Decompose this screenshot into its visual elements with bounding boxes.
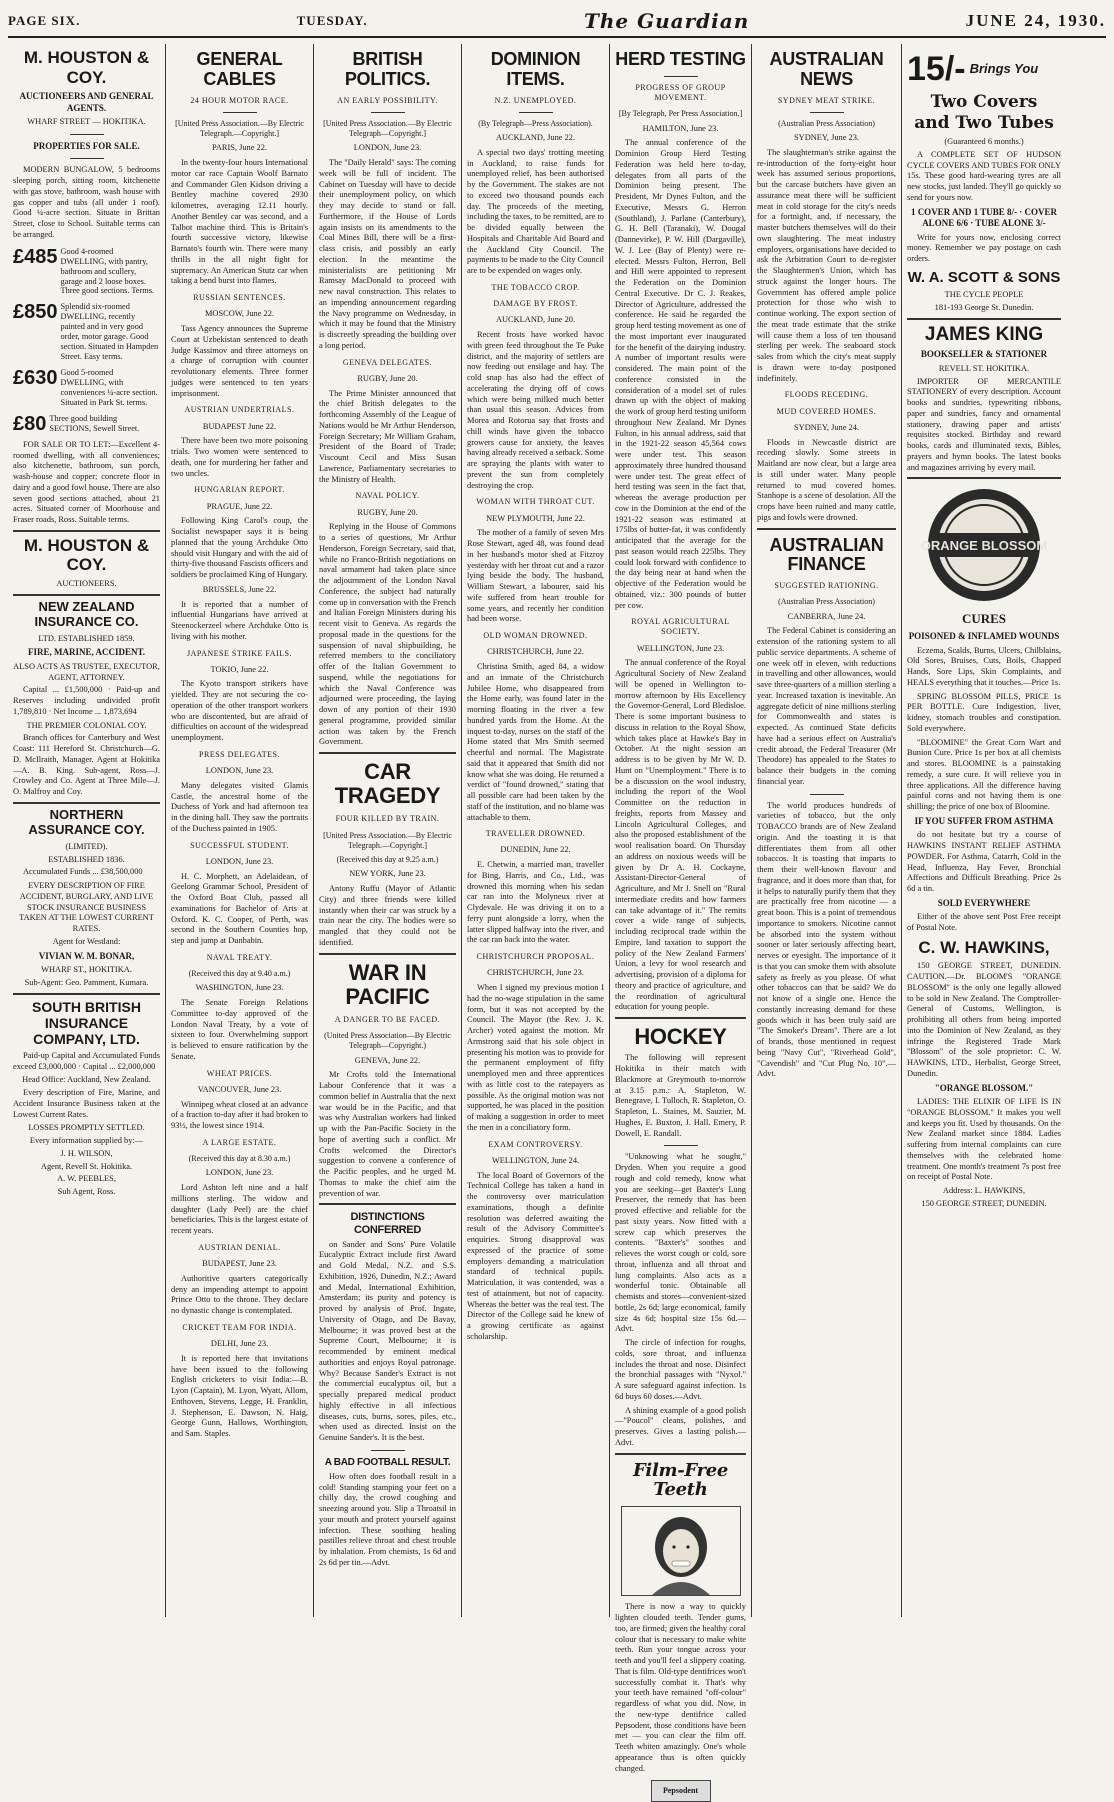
subheading: MUD COVERED HOMES.: [776, 406, 877, 416]
ad-line: LTD. ESTABLISHED 1859.: [38, 633, 135, 643]
columns: [8, 44, 1106, 1796]
dateline: VANCOUVER, June 23.: [197, 1084, 282, 1094]
ad-line: WHARF ST., HOKITIKA.: [41, 965, 132, 975]
subheading: A LARGE ESTATE.: [202, 1137, 277, 1147]
dateline: HAMILTON, June 23.: [642, 123, 719, 133]
dateline: SYDNEY, June 23.: [794, 133, 859, 143]
ad-text: FOR SALE OR TO LET:—Excellent 4-roomed dwelling, with all conveniences; also kitchenette, bathroom, sun porch, wash-house and copper; concrete floor in dairy and a good fowl house. There are also seven good sections attached, about 21 acres. Situated corner of Moorhouse and Fraser roads, Ross. Suitable terms.: [13, 439, 160, 525]
article-heading: HERD TESTING: [615, 49, 746, 69]
divider: [664, 1145, 698, 1146]
article-text: Authoritive quarters categorically deny an impending attempt to appoint Prince Otto to the throne. They declare no dynastic change is contemplated.: [171, 1273, 308, 1316]
credit-line: (Received this day at 9.25 a.m.): [336, 855, 439, 865]
credit-line: [United Press Association.—By Electric Telegraph.—Copyright.]: [323, 830, 452, 850]
ad-line: "ORANGE BLOSSOM.": [934, 1082, 1034, 1093]
ad-line: Every information supplied by:—: [29, 1136, 144, 1146]
ad-line: J. H. WILSON,: [60, 1148, 113, 1158]
advertisement-text: A shining example of a good polish—"Poucol" cleans, polishes, and preserves. Gives a lasting polish.—Advt.: [615, 1405, 746, 1447]
column-3-british-politics: [314, 44, 462, 1617]
ad-king-title: JAMES KING: [924, 323, 1044, 345]
credit-line: (Received this day at 8.30 a.m.): [188, 1154, 291, 1164]
subheading: SUCCESSFUL STUDENT.: [190, 840, 289, 850]
promo-tagline: Brings You: [969, 61, 1039, 77]
ad-line: 181-193 George St. Dunedin.: [934, 302, 1034, 312]
subheading: TRAVELLER DROWNED.: [485, 829, 586, 839]
ad-text: Branch offices for Canterbury and West Coast: 111 Hereford St. Christchurch—G. D. McIlraith, Manager. Agent at Hokitika—A. B. King. Sub-agent, Ross—J. Crowley and Co. Agent at Three Mile—J. O. Malfroy and Coy.: [13, 733, 160, 797]
subheading: N.Z. UNEMPLOYED.: [494, 95, 577, 105]
subheading: PROGRESS OF GROUP MOVEMENT.: [635, 82, 726, 103]
ad-south-british-title: SOUTH BRITISH INSURANCE COMPANY, LTD.: [32, 998, 141, 1047]
subheading: CHRISTCHURCH PROPOSAL.: [476, 952, 595, 962]
advertisement-text: How often does football result in a cold! Standing stamping your feet on a chilly day, the crowd coughing and sneezing around you. Slip a Throatsil in your mouth and protect yourself against infection. These soothing healing pastilles relieve throat and chest trouble by inhalation. From chemists, 1s 6d and 2s 6d per tin.—Advt.: [319, 1471, 456, 1567]
article-text: Christina Smith, aged 84, a widow and an inmate of the Christchurch Jubilee Home, who disappeared from the Home early, was found later in the morning floating in the river a few hundred yards from the Home. At the inquest to-day, nurses on the staff of the Home stated that Mrs Smith seemed cheerful and normal. The Magistrate said that it appeared that Smith did not know what she was doing. He returned a verdict of "found drowned," stating that all possible care had been taken by the staff of the institution, and no blame was attachable to them.: [467, 662, 604, 822]
ad-line: Agent, Revell St. Hokitika.: [40, 1161, 133, 1171]
cycle-promo-header: [907, 48, 1061, 92]
divider: [371, 1450, 405, 1451]
ad-line: THE CYCLE PEOPLE: [944, 290, 1024, 300]
article-text: E. Chetwin, a married man, traveller for Bing, Harris, and Co., Ltd., was drowned this morning when his sedan car ran into the Molyneux river at Clydevale. He was driving it on to a ferry punt alongside a lorry, when the latter slipped halfway into the river, and the car ran back into the water.: [467, 860, 604, 945]
ad-scott-title: W. A. SCOTT & SONS: [907, 268, 1061, 286]
price-listing: £80 Three good building SECTIONS, Sewell Street.: [13, 412, 140, 435]
subheading: DAMAGE BY FROST.: [493, 299, 578, 309]
divider: [907, 318, 1061, 320]
promo-price: 15/-: [907, 50, 966, 88]
subheading: AN EARLY POSSIBILITY.: [337, 95, 438, 105]
price-listing: £850 Splendid six-roomed DWELLING, recently painted and in very good order, motor garage. Good section. Situated in Hampden Street. Easy terms.: [13, 301, 159, 362]
article-text: The Kyoto transport strikers have yielded. They are not securing the co-operation of the other transport workers who are discontented, but are afraid of difficulties on account of the widespread unemployment.: [171, 679, 308, 743]
article-text: A special two days' trotting meeting in Auckland, to raise funds for unemployed relief, has been authorised by the Government. The stakes are not to exceed two thousand pounds each day. The proceeds of the meeting, including the taxes, to be remitted, are to be divided equally between the Hospitals and Charitable Aid Board and the Auckland City Council. The payments to be made to the City Council are to be expended on wages only.: [467, 147, 605, 276]
ad-text: 150 GEORGE STREET, DUNEDIN. CAUTION.—Dr. BLOOM'S "ORANGE BLOSSOM" is the only one legally allowed to be sold in New Zealand. The Comptroller-General of Customs, Wellington, is prohibiting all others from being imported into the Dominion of New Zealand, as they infringe the Registered Trade Mark "Blossom" of the sole proprietor: C. W. HAWKINS, LTD., Herbalist, George Street, Dunedin.: [907, 961, 1061, 1078]
seal-icon: [914, 485, 1054, 605]
dateline: RUGBY, June 20.: [357, 373, 418, 383]
dateline: WELLINGTON, June 23.: [636, 643, 725, 653]
dateline: SYDNEY, June 24.: [794, 422, 859, 432]
article-text: Tass Agency announces the Supreme Court at Uzbekistan sentenced to death Judge Kassimov and three attorneys on a charge of corruption with counter revolutionary elements. Three former judges were sentenced to ten years imprisonment.: [171, 324, 308, 398]
ad-line: Address: L. HAWKINS,: [942, 1186, 1026, 1196]
article-text: Many delegates visited Glamis Castle, the ancestral home of the Duchess of York and had afternoon tea in the dining hall. They saw the portraits of the Duchess painted in 1905.: [171, 780, 308, 833]
article-text: H. C. Morphett, an Adelaidean, of Geelong Grammar School, President of the Oxford Boat Club, passed all examinations for Bachelor of Arts at Oxford. K. C. Cooper, of Perth, was second in the Southern Counties hop, step and jump at Dunbabin.: [171, 871, 308, 946]
dateline: NEW YORK, June 23.: [349, 869, 426, 879]
dateline: PRAGUE, June 22.: [206, 501, 273, 511]
ad-text: A COMPLETE SET OF HUDSON CYCLE COVERS AND TUBES FOR ONLY 15s. These good hard-wearing tyres are all new stocks, just landed. They'll go quickly so send for yours now.: [907, 149, 1061, 202]
dateline: WASHINGTON, June 23.: [195, 983, 284, 993]
ad-line: Agent for Westland:: [52, 936, 121, 946]
divider: [810, 794, 844, 795]
ad-line: IF YOU SUFFER FROM ASTHMA: [914, 815, 1054, 826]
subheading: HUNGARIAN REPORT.: [194, 485, 285, 495]
column-1-advertisements: [8, 44, 166, 1617]
article-text: Mr Crofts told the International Labour Conference that it was a common belief in Australia that the next war would be in the Pacific, and that was why Australian workers had linked up with the Pan-Pacific Society in the hope of averting such a conflict. Mr Crofts welcomed the Director's suggestion to convene a conference of the Pacific peoples, and he urged M. Thomas to make the chief aim the prevention of war.: [319, 1070, 456, 1198]
dateline: BRUSSELS, June 22.: [202, 584, 277, 594]
article-heading: AUSTRALIAN FINANCE: [769, 534, 884, 575]
subheading: A DANGER TO BE FACED.: [334, 1014, 441, 1024]
dateline: CHRISTCHURCH, June 23.: [487, 968, 584, 978]
subheading: ROYAL AGRICULTURAL SOCIETY.: [631, 617, 730, 637]
article-text: There have been two more poisoning trials. Two women were sentenced to death, one for murdering her father and two uncles.: [171, 436, 308, 478]
day-label: TUESDAY.: [296, 13, 368, 28]
subheading: OLD WOMAN DROWNED.: [483, 631, 588, 641]
ad-heading: Film-Free Teeth: [632, 1459, 729, 1501]
subheading: SUGGESTED RATIONING.: [774, 581, 879, 591]
advertisement-text: The circle of infection for roughs, colds, sore throat, and influenza includes the throat and nose. Disinfect the bronchial passages with "Nyxol." A sure safeguard against infection. 1s 6d buys 60 doses.—Advt.: [615, 1338, 746, 1401]
subheading: FLOODS RECEDING.: [784, 390, 869, 400]
orange-blossom-seal: [914, 485, 1054, 605]
article-heading: DISTINCTIONS CONFERRED: [350, 1211, 425, 1236]
subheading: CRICKET TEAM FOR INDIA.: [182, 1322, 297, 1332]
ad-line: POISONED & INFLAMED WOUNDS: [908, 631, 1060, 642]
advertisement-text: "Unknowing what he sought," Dryden. When you require a good rough and cold remedy, know what you are seeking—get Baxter's Lung Preserver, the remedy that has been proved effective and reliable for the past sixty years. Now fitted with a screw cap which preserves the contents. "Baxter's" soothes and relieves the worst cough or cold, sore throat, influenza and all throat and lung complaints. Also acts as a wonderful tonic. Obtainable all chemists and stores—convenient-sized bottle, 2s 6d; large economical, family size 4s 6d; hospital size 15s 6d.—Advt.: [615, 1152, 746, 1334]
ad-text: LADIES: THE ELIXIR OF LIFE IS IN "ORANGE BLOSSOM." It makes you well and keeps you fit. Used by thousands. On the New Zealand market since 1884. Ladies suffering from internal complaints can cure themselves with the celebrated home treatment. One month's treatment 7s post free on receipt of Postal Note.: [907, 1097, 1061, 1182]
article-text: The following will represent Hokitika in their match with Blackmore at Greymouth to-morrow at 3.15 p.m.: A. Stapleton, W. Benegrave, I. Tulloch, R. Stapleton, O. Stapleton, L. Staines, M. Sauzier, M. Hughes, E. Buxton, J. Hall. Emery, P. Dowell, E. Randall.: [615, 1053, 746, 1138]
subheading: EXAM CONTROVERSY.: [488, 1139, 583, 1149]
article-text: It is reported here that invitations have been issued to the following English cricketers to visit India:—B. Lyon (Captain), M. Lyon, Wyatt, Allom, Enthoven, Stevens, Legge, H. Franklin, J. Stephenson, E. Dawson, N. Haig, George Gunn, Hallows, Worthington, and Sam. Staples.: [171, 1353, 308, 1439]
ad-line: A. W. PEEBLES,: [57, 1174, 116, 1184]
ad-line: ALSO ACTS AS TRUSTEE, EXECUTOR, AGENT, ATTORNEY.: [13, 661, 160, 682]
ad-text: Either of the above sent Post Free receipt of Postal Note.: [907, 912, 1061, 933]
divider: [13, 802, 160, 804]
pepsodent-tube-image: [651, 1780, 711, 1802]
divider: [757, 528, 896, 530]
subheading: 24 HOUR MOTOR RACE.: [190, 95, 289, 105]
article-text: The "Daily Herald" says: The coming week will be full of incident. The Cabinet on Tuesday will have to decide their unemployment policy, on which they may decide to stand or fall. Furthermore, if the House of Lords again insists on its amendments to the Coal Mines Bill, there will be a first-class crisis, and possibly an early election. In the meantime the ministerialists are petitioning Mr Ramsay MacDonald to proceed with new naval construction. This relates to an impending announcement regarding the Navy programme on Wednesday, in which it may be found that the Ministry is discreetly spreading the building over a long period.: [319, 158, 456, 350]
article-heading: A BAD FOOTBALL RESULT.: [324, 1456, 451, 1468]
divider: [13, 530, 160, 532]
divider: [223, 112, 257, 113]
ad-houston-title: M. HOUSTON & COY.: [23, 48, 150, 87]
article-text: The annual conference of the Royal Agricultural Society of New Zealand will be opened in Wellington to-morrow afternoon by His Excellency the Governor-General, Lord Bledisloe. There is some important business to discuss in relation to the Royal Show, which takes place at Hawke's Bay in October. At the night session an address is to be given by Mr W. D. Hunt on "Unemployment." There is to be a discussion on the wool industry, including the report of the Wool Committee on the reduction in freights, reports from Massey and Lincoln Agricultural Colleges, and also the proposed establishment of the wool realisation board. On Thursday an address on noxious weeds will be given by Dr A. H. Cockayne, Assistant-Director-General of Agriculture, and Mr J. Snell on "Rural intermediate credits and how farmers can take advantage of it." The remits cover a wide range of subjects, including reciprocal trade within the Empire, land taxation to support the policy of the New Zealand Farmers' Union, a levy for wool research and advertising, provision of a diploma for theory and practice of agriculture, and the reordination of agricultural education for young people.: [615, 658, 746, 1012]
promo-line: and Two Tubes: [914, 113, 1054, 134]
ad-text: EVERY DESCRIPTION OF FIRE ACCIDENT, BURGLARY, AND LIVE STOCK INSURANCE BUSINESS TAKEN AT THE LOWEST CURRENT RATES.: [19, 881, 154, 934]
masthead: [8, 6, 1106, 38]
dateline: AUCKLAND, June 22.: [495, 133, 576, 143]
ad-line: AUCTIONEERS.: [56, 579, 117, 589]
ad-line: BOOKSELLER & STATIONER: [920, 349, 1048, 360]
ad-line: AUCTIONEERS AND GENERAL AGENTS.: [19, 91, 154, 113]
subheading: SYDNEY MEAT STRIKE.: [777, 95, 876, 105]
credit-line: [United Press Association.—By Electric Telegraph—Copyright.]: [323, 118, 452, 139]
ad-line: 150 GEORGE STREET, DUNEDIN.: [921, 1198, 1047, 1208]
divider: [615, 1453, 746, 1455]
ad-line: CURES: [961, 611, 1007, 627]
dateline: BUDAPEST, June 23.: [202, 1259, 277, 1269]
credit-line: [United Press Association.—By Electric Telegraph.—Copyright.]: [175, 118, 304, 139]
column-4-dominion-items: [462, 44, 610, 1617]
subheading: THE TOBACCO CROP.: [491, 282, 580, 292]
page-number: PAGE SIX.: [8, 13, 81, 28]
ad-text: IMPORTER OF MERCANTILE STATIONERY of every description. Account books and sundries, typewriting ribbons, paper and sundries, fancy and ornamental stationery, drawing paper and artists' requisites stocked. Birthday and reward books, cards and illuminated texts, Bibles, prayers and hymn books. The latest books and magazines arriving by every mail.: [907, 376, 1061, 472]
ad-line: Head Office: Auckland, New Zealand.: [22, 1075, 151, 1085]
divider: [664, 76, 698, 77]
advertisement-text: on Sander and Sons' Pure Volatile Eucalyptic Extract include first Award and Gold Medal, N.Z. and S.S. Exhibition, 1926, Dunedin, N.Z.; Award and Medal, International Exhibition, Amsterdam; its purity and potency is proved by analysis of Prof. Ingate, University of Otago, and De Bavay, Melbourne; it was proved best at the Supreme Court, Melbourne; it is recommended by eminent medical authorities and enjoys Royal patronage. Why? Because Sander's Extract is not the commercial eucalyptus oil, but a specially prepared medical product highly effective in all infectious diseases, cuts, burns, sores, piles, etc., when used as directed. Insist on the Genuine Sander's. It is the best.: [319, 1239, 456, 1443]
article-heading: DOMINION ITEMS.: [490, 49, 581, 89]
ad-text: Every description of Fire, Marine, and Accident Insurance Business taken at the Lowest Current Rates.: [13, 1088, 160, 1119]
credit-line: (United Press Association—By Electric Telegraph—Copyright.): [324, 1031, 451, 1051]
article-text: Floods in Newcastle district are receding slowly. Some streets in Maitland are now clear, but a large area is still under water. Many people returned to mud covered homes. Stanhope is a scene of desolation. All the crops have been ruined and many cattle, pigs and fowls were drowned.: [757, 437, 896, 522]
dateline: BUDAPEST June 22.: [202, 421, 277, 431]
article-heading: GENERAL CABLES: [196, 49, 283, 89]
subheading: NAVAL POLICY.: [355, 491, 420, 501]
divider: [13, 993, 160, 995]
article-heading: CAR TRAGEDY: [334, 759, 441, 809]
ad-nz-insurance-title: NEW ZEALAND INSURANCE CO.: [34, 598, 139, 629]
issue-date: JUNE 24, 1930.: [965, 11, 1106, 30]
ad-line: PROPERTIES FOR SALE.: [33, 140, 140, 151]
newspaper-title: The Guardian: [583, 9, 750, 33]
dateline: RUGBY, June 20.: [357, 507, 418, 517]
article-text: It is reported that a number of influential Hungarians have arrived at Steenockerzeel where Archduke Otto is living with his mother.: [171, 599, 308, 641]
dateline: WELLINGTON, June 24.: [491, 1155, 580, 1165]
divider: [907, 477, 1061, 479]
dateline: CHRISTCHURCH, June 22.: [487, 647, 584, 657]
subheading: RUSSIAN SENTENCES.: [193, 293, 286, 303]
ad-line: ESTABLISHED 1836.: [48, 854, 125, 864]
promo-guarantee: (Guaranteed 6 months.): [944, 137, 1024, 147]
ad-text: Capital ... £1,500,000 · Paid-up and Reserves including undivided profit 1,789,810 · Net Income ... 1,873,694: [13, 685, 160, 716]
subheading: JAPANESE STRIKE FAILS.: [186, 648, 292, 658]
ad-text: MODERN BUNGALOW, 5 bedrooms sleeping porch, sitting room, kitchenette with gas stove, bathroom, wash house with gas copper and tubs (all under 1 roof). Good ¼-acre section. Situate in Brittan Street, close to School. Suitable terms can be arranged.: [13, 165, 160, 239]
ad-line: LOSSES PROMPTLY SETTLED.: [28, 1123, 145, 1133]
dateline: LONDON, June 23.: [205, 766, 274, 776]
credit-line: [By Telegraph, Per Press Association.]: [618, 109, 743, 119]
advertisement-text: The world produces hundreds of varieties of tobacco, but the only TOBACCO brands are of New Zealand origin. And the toasting it is that differentiates them from all other tobaccos. It is toasting that imparts to them their well-known flavour and fragrance, and it does more than that, for it helps to naturally purify them that they are practically free from nicotine — a great boon. This is a point of tremendous importance to smokers. Nicotine cannot be absorbed into the system without sooner or later seriously affecting heart, nerves or eyesight. The importance of it is that you can smoke them with absolute safety as freely as you please. Of what other tobaccos can that be said? We do not know of a single one. Hence the constantly increasing demand for these goods which it has been truly said are "The Smoker's Dream". There are a lot of brands, those mentioned in request being "Navy Cut", "Riverhead Gold", "Cavendish" and "Cut Plug No. 10".—Advt.: [757, 800, 896, 1079]
ad-hawkins-title: C. W. HAWKINS,: [918, 937, 1050, 957]
dateline: LONDON, June 23.: [205, 1168, 274, 1178]
article-text: Following King Carol's coup, the Socialist newspaper says it is being planned that the young Archduke Otto should visit Hungary and with the aid of thirty-five thousand Fascists officers and soldiers be proclaimed King of Hungary.: [171, 516, 308, 579]
article-text: When I signed my previous motion I had the no-wage stipulation in the same form, but it was not accepted by the Council. The Mayor (the Rev. J. K. Archer) voted against the motion. Mr Armstrong said that his sole object in presenting his motion was to provide for the permanent employment of fifty unemployed men and three apprentices with as little cost to the ratepayers as possible. As the original motion was not supported, he was placed in the position of making a suggestion in order to meet the men in a conciliatory form.: [467, 983, 604, 1132]
price-listing: £630 Good 5-roomed DWELLING, with conveniences ¼-acre section. Situated in Park St. terms.: [13, 367, 158, 407]
divider: [810, 112, 844, 113]
column-6-australian-news: [752, 44, 902, 1617]
dateline: AUCKLAND, June 20.: [495, 315, 576, 325]
ad-text: do not hesitate but try a course of HAWKINS INSTANT RELIEF ASTHMA POWDER. For Asthma, Catarrh, Cold in the Head, Influenza, Hay Fever, Bronchial Affections and Difficult Breathing. Price 2s 6d a tin.: [907, 830, 1061, 894]
divider: [70, 134, 104, 135]
dateline: DUNEDIN, June 22.: [500, 845, 571, 855]
brand-label: Pepsodent: [662, 1786, 699, 1796]
ad-northern-title: NORTHERN ASSURANCE COY.: [28, 806, 145, 837]
divider: [519, 112, 553, 113]
article-text: The annual conference of the Dominion Group Herd Testing Federation was held here to-day, delegates from all parts of the Dominion being present. The President, Mr Dynes Fulton, and the Executive, Messrs G. Herron (Southland), J. Parlane (Canterbury), G. H. Bell (Taranaki), W. Dougal (Dannevirke), P. W. Hill (Dargaville), W. J. Lee (Bay of Plenty) were re-elected. Messrs Fulton, Herron, Bell and Hill were appointed to represent the Federation on the Dominion Central Executive. Dr C. J. Reakes, Director of Agriculture, addressed the conference. He said he regarded the group herd testing movement as one of the most important ever inaugurated for the benefit of the dairying industry. A number of important results were considered. The main point of the conference consisted in the consideration of a model set of rules drawn up with the object of making the work of group herd testing uniform throughout New Zealand. Mr Dynes Fulton, in his annual address, said that in the 1921-22 season 45,564 cows were under test. This season approximately three hundred thousand were under test. The great effect of herd testing was seen in the fact that, whereas the average production per cow in the Dominion at the end of the 1921-22 season was estimated at 175lbs of butter-fat, it was confidently anticipated that the average for the past season would reach 225lbs. They could look forward with confidence to the day being near at hand when the objective of the Federation would be obtained, viz.: 300 pounds of butter per cow.: [615, 138, 746, 610]
portrait-icon: [622, 1507, 740, 1595]
article-text: Replying in the House of Commons to a series of questions, Mr Arthur Henderson, Foreign Secretary, said that, while no Franco-British negotiations on naval armament had taken place since the adjournment of the London Naval Conference, the subject had naturally come up in conversation with the French and Italian Foreign Ministers during his recent visit to Geneva. As regards the proposal made in the questions for the suspension of naval shipbuilding, he referred members to the conciliatory offer of the Italian Government to suspend, while the negotiations for which the Naval Conference was adjourned were proceeding, the laying down of any portion of their 1930 general programme, provided similar action was taken by the French Government.: [319, 522, 456, 747]
article-text: The slaughterman's strike against the re-introduction of the forty-eight hour week has assumed serious proportions, but the carcase butchers have given an assurance meat there will be sufficient meat in cold storage for the city's needs for a fortnight, and, if necessary, the master butchers themselves will do their own slaughtering. The meat industry employers, organisations have decided to ask the Arbitration Court to de-register the Slaughtermen's Union, which has struck against the longer hours. The Government has offered ample police protection for those who wish to continue working. The export section of the meat trade estimate that the strike will cause them a loss of ten thousand sterling per week. The seaboard stock sales from which the city's meat supply is drawn were to-day postponed indefinitely.: [757, 147, 896, 383]
subheading: GENEVA DELEGATES.: [342, 357, 433, 367]
divider: [319, 752, 456, 754]
dateline: LONDON, June 23.: [353, 143, 422, 153]
article-text: The Federal Cabinet is considering an extension of the rationing system to all public service departments. A scheme of one week off in eleven, with reductions in travelling and other allowances, would save three-quarters of a million sterling a year. Increased taxation is inevitable. An aggregate deficit of nine millions sterling for Commonwealth and states is expected. As continued State deficits have had a serious effect on Australia's credit abroad, the Federal Treasurer (Mr Theodore) has appealed to the States to balance their budgets in the coming financial year.: [757, 626, 896, 786]
divider: [371, 112, 405, 113]
ad-line: THE PREMIER COLONIAL COY.: [26, 720, 147, 730]
credit-line: (By Telegraph—Press Association).: [478, 118, 593, 128]
dateline: CANBERRA, June 24.: [787, 611, 866, 621]
article-text: The mother of a family of seven Mrs Rose Stewart, aged 48, was found dead in her husband's motor shed at Fitzroy yesterday with her throat cut and a razor lying beside the body. The husband, William Stewart, a labourer, said his wife suffered from heart trouble for some years, and recently her condition had been worse.: [467, 528, 604, 624]
article-heading: AUSTRALIAN NEWS: [769, 49, 884, 89]
ad-line: SOLD EVERYWHERE: [937, 897, 1031, 908]
article-heading: HOCKEY: [634, 1024, 727, 1050]
subheading: FOUR KILLED BY TRAIN.: [335, 814, 440, 824]
column-5-herd-testing: [610, 44, 752, 1796]
advertisement-text: There is now a way to quickly lighten clouded teeth. Tender gums, too, are firmed; given the healthy coral colour that is necessary to make white teeth. Run your tongue across your teeth and you'll feel a slippery coating. That is film. Old-type dentifrices won't successfully combat it. That's why your teeth have remained "off-colour" regardless of what you did. Now, in the new-type dentifrice called Pepsodent, those conditions have been met — you can clear the film off. Teeth whiten amazingly. One's whole appearance thus is often quickly changed.: [615, 1602, 746, 1773]
ad-line: FIRE, MARINE, ACCIDENT.: [27, 647, 146, 658]
divider: [319, 1203, 456, 1205]
ad-line: (LIMITED).: [65, 841, 108, 851]
article-text: Antony Ruffu (Mayor of Atlantic City) and three friends were killed instantly when their car was struck by a train near the city. The bodies were so mangled that they could not be identified.: [319, 884, 456, 947]
article-text: Winnipeg wheat closed at an advance of a fraction to-day after it had broken to 93½, the lowest since 1914.: [171, 1099, 308, 1131]
promo-line: Two Covers: [930, 91, 1038, 112]
dateline: DELHI, June 23.: [210, 1339, 269, 1349]
dateline: GENEVA, June 22.: [354, 1055, 421, 1065]
article-text: The Senate Foreign Relations Committee to-day approved of the London Naval Treaty, by a vote of sixteen to four. Overwhelming support is believed to ensure ratification by the Senate.: [171, 998, 308, 1061]
ad-line: WHARF STREET — HOKITIKA.: [27, 117, 146, 127]
subheading: AUSTRIAN UNDERTRIALS.: [184, 405, 295, 415]
ad-houston-title-2: M. HOUSTON & COY.: [23, 535, 150, 575]
divider: [319, 953, 456, 955]
subheading: WOMAN WITH THROAT CUT.: [476, 497, 595, 507]
ad-text: Accumulated Funds ... £38,500,000: [23, 867, 143, 877]
ad-line: VIVIAN W. M. BONAR,: [38, 950, 135, 961]
article-text: Recent frosts have worked havoc with green feed throughout the Te Puke district, and the majority of settlers are now feeding out ensilage and hay. The cold snap has also had the effect of accelerating the drying off of cows which were being milked much better than usual this season. Advices from Morea and Rotorua say that frosts and chill winds have given the tobacco growers cause for anxiety, the leaves having already received a setback. Some are spraying the plants with water to prevent the sun from completely destroying the crop.: [467, 330, 604, 490]
woman-portrait-illustration: [621, 1506, 741, 1596]
divider: [13, 594, 160, 596]
ad-text: "BLOOMINE" the Great Corn Wart and Bunion Cure. Price 1s per box at all chemists and stores. BLOOMINE is a painstaking remedy, a sure cure. It will relieve you in three applications. All the difference having painful corns and not having them is one shilling; the price of one box of Bloomine.: [907, 737, 1061, 812]
price-list: 1 COVER AND 1 TUBE 8/- · COVER ALONE 6/6 · TUBE ALONE 3/-: [910, 206, 1058, 229]
ad-text: Paid-up Capital and Accumulated Funds exceed £3,000,000 · Capital ... £2,000,000: [13, 1050, 160, 1071]
divider: [70, 158, 104, 159]
ad-line: Sub-Agent: Geo. Pamment, Kumara.: [24, 977, 149, 987]
dateline: LONDON, June 23.: [205, 856, 274, 866]
dateline: NEW PLYMOUTH, June 22.: [486, 513, 585, 523]
article-heading: WAR IN PACIFIC: [345, 959, 430, 1009]
article-text: The Prime Minister announced that the chief British delegates to the forthcoming Assembly of the League of Nations would be Mr Arthur Henderson, Foreign Secretary; Mr William Graham, President of the Board of Trade; Viscount Cecil and Miss Susan Lawrence, Parliamentary secretaries to the Ministry of Health.: [319, 388, 456, 484]
credit-line: (Received this day at 9.40 a.m.): [188, 969, 291, 979]
divider: [615, 1017, 746, 1019]
article-heading: BRITISH POLITICS.: [344, 49, 431, 89]
article-text: The local Board of Governors of the Technical College has taken a hand in the controversy over matriculation examinations, though a definite resolution was deferred awaiting the result of the Advisory Committee's enquiries. Strong disapproval was expressed of the practice of some employers demanding a matriculation standard of technical pupils. Matriculation, it was contended, was a test of attainment, but not of capacity. Whereas the better was the real test. The Director of the College said he knew of a growing certificate as against scholarship.: [467, 1170, 604, 1341]
credit-line: (Australian Press Association): [778, 118, 875, 128]
article-text: In the twenty-four hours International motor car race Captain Woolf Barnato and Commander Glen Kidson driving a Bentley machine covered 2930 kilometres, averaging 12.11 hourly. Another Bentley car was second, and a Talbot machine third. This is Britain's fourth successive victory, likewise Barnato's fourth win. There were many thrills in the all night fight for supremacy. An American Stutz car when taking a bend burst into flames.: [171, 158, 308, 286]
column-2-general-cables: [166, 44, 314, 1617]
ad-text: Write for yours now, enclosing correct money. Remember we pay postage on cash orders.: [907, 232, 1061, 264]
ad-text: SPRING BLOSSOM PILLS, PRICE 1s PER BOTTLE. Cure Indigestion, liver, kidney, stomach troubles and constipation. Sold everywhere.: [907, 691, 1061, 733]
article-text: Lord Ashton left nine and a half millions sterling. The widow and daughter (Lady Peel) are the chief beneficiaries. This is the largest estate of recent years.: [171, 1183, 308, 1236]
subheading: NAVAL TREATY.: [206, 952, 273, 962]
subheading: PRESS DELEGATES.: [199, 749, 280, 759]
seal-text: ORANGE BLOSSOM: [920, 538, 1048, 554]
dateline: MOSCOW, June 22.: [204, 309, 275, 319]
column-7-advertisements: [902, 44, 1066, 1617]
subheading: WHEAT PRICES.: [206, 1068, 273, 1078]
dateline: TOKIO, June 22.: [210, 664, 269, 674]
price-listing: £485 Good 4-roomed DWELLING, with pantry, bathroom and scullery, garage and 2 loose boxes. Three good sections. Terms.: [13, 245, 155, 296]
dateline: PARIS, June 22.: [211, 143, 268, 153]
ad-line: REVELL ST. HOKITIKA.: [938, 363, 1030, 373]
credit-line: (Australian Press Association): [778, 597, 875, 607]
ad-text: Eczema, Scalds, Burns, Ulcers, Chilblains, Old Sores, Bruises, Cuts, Boils, Chapped Hands, Sore Lips, Skin Complaints, and HEALS everything that it touches.—Price 1s.: [907, 645, 1061, 687]
ad-line: Sub Agent, Ross.: [57, 1187, 116, 1197]
subheading: AUSTRIAN DENIAL.: [198, 1242, 281, 1252]
